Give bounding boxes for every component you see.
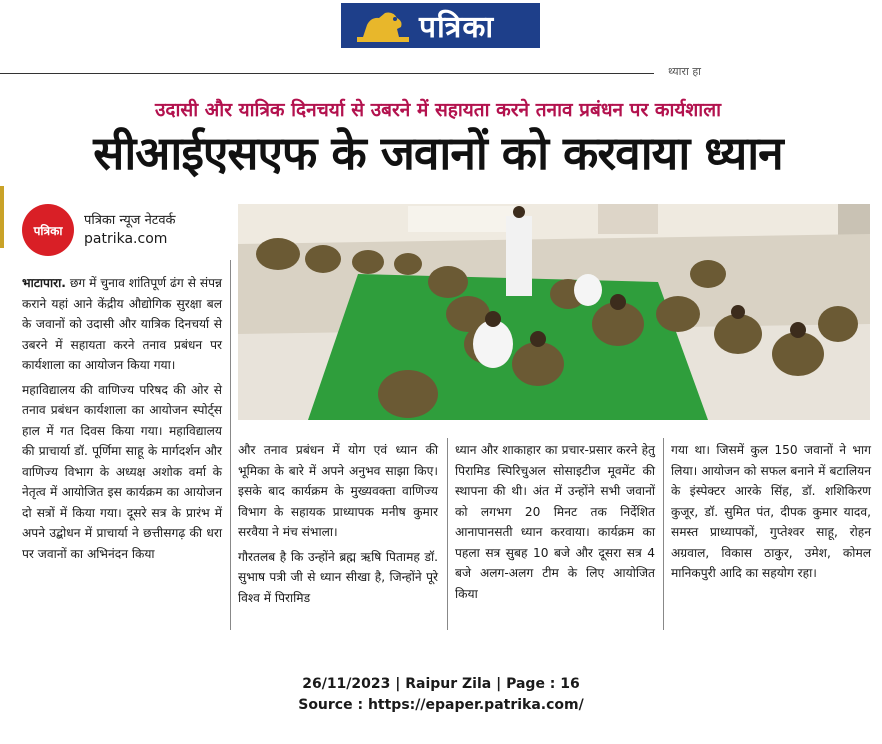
source-link[interactable]: Source : https://epaper.patrika.com/ — [298, 697, 584, 713]
logo-wordmark: पत्रिका — [419, 10, 495, 45]
patrika-badge-icon: पत्रिका — [22, 204, 74, 256]
article-headline: सीआईएसएफ के जवानों को करवाया ध्यान — [93, 126, 783, 180]
article-column-4 — [671, 440, 871, 584]
byline — [22, 204, 176, 256]
article-paragraph — [22, 273, 222, 376]
column-divider — [230, 260, 231, 630]
byline-network: पत्रिका न्यूज नेटवर्क — [84, 213, 176, 228]
publication-info: 26/11/2023 | Raipur Zila | Page : 16 — [302, 676, 580, 692]
article-column-1 — [22, 273, 222, 564]
article-paragraph: महाविद्यालय की वाणिज्य परिषद की ओर से तनाव प्रबंधन कार्यशाला का आयोजन स्पोर्ट्स हाल में गत दिवस किया गया। महाविद्यालय की प्राचार्या डॉ. पूर्णिमा साहू के मार्गदर्शन और वाणिज्य विभाग के अध्यक्ष अशोक वर्मा के नेतृत्व में आयोजित इस कार्यक्रम का आयोजन दो सत्रों में किया गया। दूसरे सत्र के प्रारंभ में अपने उद्बोधन में प्राचार्या ने छत्तीसगढ़ की धरा पर जवानों का अभिनंदन किया — [22, 382, 222, 561]
article-kicker: उदासी और यात्रिक दिनचर्या से उबरने में सहायता करने तनाव प्रबंधन पर कार्यशाला — [154, 99, 722, 121]
article-text: छग में चुनाव शांतिपूर्ण ढंग से संपन्न कराने यहां आने केंद्रीय औद्योगिक सुरक्षा बल के जवानों को उदासी और यात्रिक दिनचर्या से उबरने में सहायता करने तनाव प्रबंधन पर कार्यशाला का आयोजन किया गया। — [22, 276, 222, 372]
article-column-2 — [238, 440, 438, 608]
article-paragraph: गौरतलब है कि उन्होंने ब्रह्म ऋषि पितामह डॉ. सुभाष पत्री जी से ध्यान सीखा है, जिन्होंने पूरे विश्व में पिरामिड — [238, 549, 438, 605]
adjacent-snippet: थ्यारा हा — [668, 65, 702, 78]
dateline: भाटापारा. — [22, 276, 66, 290]
article-paragraph: ध्यान और शाकाहार का प्रचार-प्रसार करने हेतु पिरामिड स्पिरिचुअल सोसाइटीज मूवमेंट की स्थापना की थी। अंत में उन्होंने सभी जवानों को लगभग 20 मिनट तक निर्देशित आनापानसती ध्यान करवाया। कार्यक्रम का पहला सत्र सुबह 10 बजे और दूसरा सत्र 4 बजे अलग-अलग टीम के लिए आयोजित किया — [455, 443, 655, 601]
left-edge-image-strip — [0, 186, 4, 248]
article-column-3 — [455, 440, 655, 604]
masthead-rule — [0, 73, 654, 74]
article-photo — [238, 204, 870, 420]
lion-emblem-icon — [357, 9, 409, 43]
column-divider — [447, 438, 448, 630]
patrika-logo — [341, 3, 540, 48]
column-divider — [663, 438, 664, 630]
byline-site: patrika.com — [84, 231, 168, 247]
article-paragraph: गया था। जिसमें कुल 150 जवानों ने भाग लिया। आयोजन को सफल बनाने में बटालियन के इंस्पेक्टर आरके सिंह, डॉ. शशिकिरण कुजूर, डॉ. सुमित पंत, दीपक कुमार यादव, समस्त प्राध्यापकों, गुप्तेश्वर साहू, रोहन अग्रवाल, विकास ठाकुर, उमेश, कोमल मानिकपुरी आदि का सहयोग रहा। — [671, 443, 871, 580]
article-paragraph: और तनाव प्रबंधन में योग एवं ध्यान की भूमिका के बारे में अपने अनुभव साझा किए। इसके बाद कार्यक्रम के मुख्यवक्ता वाणिज्य विभाग के सहायक प्राध्यापक मनीष कुमार सरवैया ने मंच संभाला। — [238, 443, 438, 539]
